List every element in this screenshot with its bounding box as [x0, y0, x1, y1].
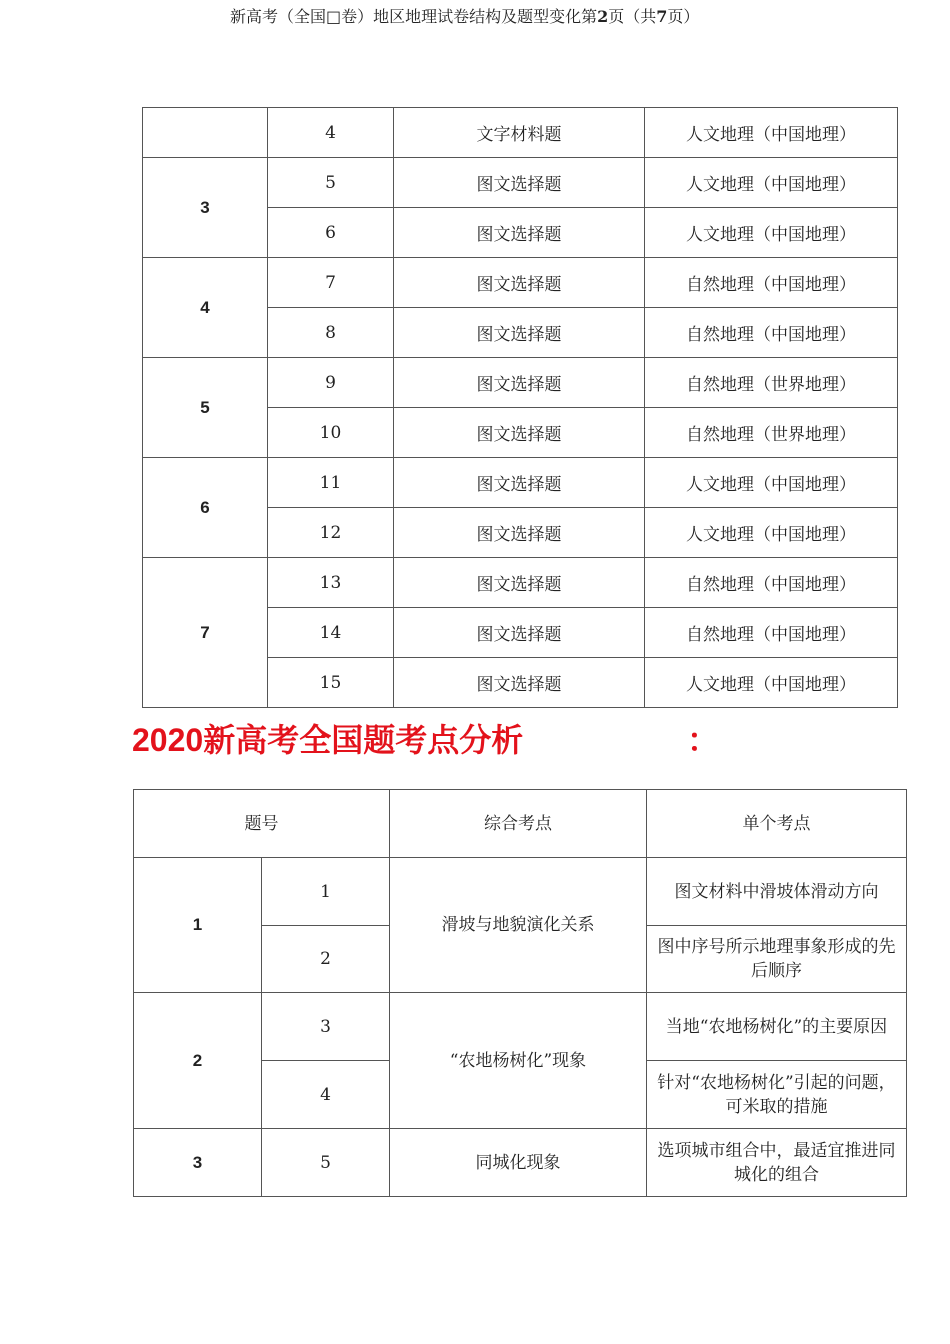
- table-row: [134, 858, 907, 926]
- question-number: 15: [268, 658, 394, 708]
- question-topic: 人文地理（中国地理）: [645, 658, 898, 708]
- single-point: 图中序号所示地理事象形成的先后顺序: [647, 926, 907, 993]
- question-type: 图文选择题: [394, 358, 645, 408]
- group-cell: 3: [134, 1129, 262, 1197]
- header-text-mid: 页（共: [608, 7, 657, 26]
- question-topic: 自然地理（中国地理）: [645, 558, 898, 608]
- question-number: 7: [268, 258, 394, 308]
- single-point: 当地“农地杨树化”的主要原因: [647, 993, 907, 1061]
- question-topic: 人文地理（中国地理）: [645, 108, 898, 158]
- section-title: [132, 718, 732, 762]
- question-number: 3: [262, 993, 390, 1061]
- question-topic: 自然地理（世界地理）: [645, 358, 898, 408]
- question-type: 图文选择题: [394, 208, 645, 258]
- header-text-end: 页）: [667, 7, 700, 26]
- section-title-colon: ：: [687, 722, 720, 758]
- header-text: 新高考（全国□卷）地区地理试卷结构及题型变化第: [230, 7, 598, 26]
- question-type: 图文选择题: [394, 558, 645, 608]
- question-number: 9: [268, 358, 394, 408]
- question-type: 图文选择题: [394, 258, 645, 308]
- question-type: 图文选择题: [394, 608, 645, 658]
- question-topic: 自然地理（中国地理）: [645, 308, 898, 358]
- question-type: 图文选择题: [394, 308, 645, 358]
- question-type: 图文选择题: [394, 408, 645, 458]
- table-row: [134, 1129, 907, 1197]
- question-topic: 人文地理（中国地理）: [645, 458, 898, 508]
- table-row: [143, 358, 898, 408]
- question-type: 图文选择题: [394, 658, 645, 708]
- question-topic: 人文地理（中国地理）: [645, 508, 898, 558]
- question-topic: 自然地理（中国地理）: [645, 258, 898, 308]
- question-number: 4: [268, 108, 394, 158]
- group-cell: 7: [143, 558, 268, 708]
- group-cell: 3: [143, 158, 268, 258]
- table-row: [143, 108, 898, 158]
- single-point: 图文材料中滑坡体滑动方向: [647, 858, 907, 926]
- exam-structure-table: [142, 107, 898, 708]
- question-type: 图文选择题: [394, 158, 645, 208]
- question-number: 1: [262, 858, 390, 926]
- group-cell: 5: [143, 358, 268, 458]
- header-number: 题号: [134, 790, 390, 858]
- header-combined: 综合考点: [390, 790, 647, 858]
- question-number: 13: [268, 558, 394, 608]
- header-single: 单个考点: [647, 790, 907, 858]
- group-cell: 6: [143, 458, 268, 558]
- single-point: 选项城市组合中，最适宜推进同城化的组合: [647, 1129, 907, 1197]
- exam-analysis-table: [133, 789, 907, 1197]
- question-number: 5: [268, 158, 394, 208]
- group-cell: 2: [134, 993, 262, 1129]
- question-number: 14: [268, 608, 394, 658]
- section-title-text: 2020新高考全国题考点分析: [132, 722, 524, 758]
- combined-point: 同城化现象: [390, 1129, 647, 1197]
- question-type: 图文选择题: [394, 508, 645, 558]
- group-cell: 4: [143, 258, 268, 358]
- table-row: [143, 558, 898, 608]
- table-row: [143, 458, 898, 508]
- question-topic: 自然地理（世界地理）: [645, 408, 898, 458]
- table-row: [143, 258, 898, 308]
- question-type: 文字材料题: [394, 108, 645, 158]
- question-number: 4: [262, 1061, 390, 1129]
- table-row: [143, 158, 898, 208]
- question-topic: 人文地理（中国地理）: [645, 158, 898, 208]
- question-number: 5: [262, 1129, 390, 1197]
- single-point: 针对“农地杨树化”引起的问题，可米取的措施: [647, 1061, 907, 1129]
- question-number: 2: [262, 926, 390, 993]
- header-page-number: 2: [597, 7, 609, 26]
- group-cell: [143, 108, 268, 158]
- question-number: 11: [268, 458, 394, 508]
- combined-point: 滑坡与地貌演化关系: [390, 858, 647, 993]
- table-row: [134, 993, 907, 1061]
- combined-point: “农地杨树化”现象: [390, 993, 647, 1129]
- question-number: 8: [268, 308, 394, 358]
- header-total-pages: 7: [656, 7, 668, 26]
- question-number: 6: [268, 208, 394, 258]
- question-topic: 人文地理（中国地理）: [645, 208, 898, 258]
- table-header-row: [134, 790, 907, 858]
- question-number: 10: [268, 408, 394, 458]
- question-number: 12: [268, 508, 394, 558]
- page-header: [230, 6, 710, 28]
- group-cell: 1: [134, 858, 262, 993]
- question-type: 图文选择题: [394, 458, 645, 508]
- question-topic: 自然地理（中国地理）: [645, 608, 898, 658]
